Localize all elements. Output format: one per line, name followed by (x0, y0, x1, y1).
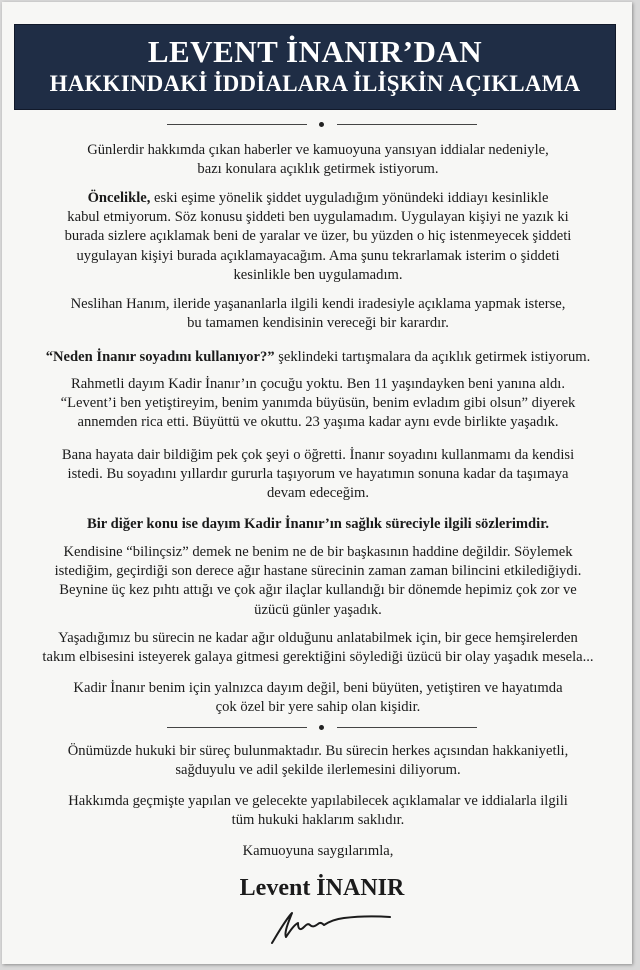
text-line: Önümüzde hukuki bir süreç bulunmaktadır. Bu sürecin herkes açısından hakkaniyetli, (67, 743, 569, 759)
lead-bold: “Neden İnanır soyadını kullanıyor?” (45, 349, 275, 365)
paragraph-uncle (20, 679, 616, 717)
closing-line: Kamuoyuna saygılarımla, (242, 843, 394, 859)
statement-page (2, 2, 632, 964)
text-line: Kadir İnanır benim için yalnızca dayım değil, beni büyüten, yetiştiren ve hayatımda (73, 680, 563, 696)
paragraph-surname-question (20, 348, 616, 367)
text-line: Rahmetli dayım Kadir İnanır’ın çocuğu yoktu. Ben 11 yaşındayken beni yanına aldı. (70, 376, 566, 392)
text-line: eski eşime yönelik şiddet uyguladığım yönündeki iddiayı kesinlikle (150, 190, 549, 206)
page-subtitle: HAKKINDAKİ İDDİALARA İLİŞKİN AÇIKLAMA (49, 71, 581, 96)
divider-dot-icon (319, 725, 324, 730)
paragraph-health (20, 543, 616, 620)
text-line: takım elbisesini isteyerek galaya gitmesi gerektiğini söylediği üzücü bir olay yaşadık mesela... (42, 649, 594, 666)
paragraph-rights (20, 792, 616, 830)
top-divider (167, 120, 477, 130)
divider-dot-icon (319, 122, 324, 127)
paragraph-gala (20, 629, 616, 667)
text-line: annemden rica etti. Büyüttü ve okuttu. 23 yaşıma kadar aynı evde birlikte yaşadık. (77, 414, 559, 431)
text-line: şeklindeki tartışmalara da açıklık getirmek istiyorum. (274, 349, 591, 365)
text-line: devam edeceğim. (266, 485, 370, 502)
text-line: burada sizlere açıklamak beni de yaralar ve üzer, bu yüzden o hiç istenmeyecek şiddeti (64, 228, 572, 245)
paragraph-legal-process (20, 742, 616, 780)
text-line: istediğim, geçirdiği son derece ağır hastane sürecinin zaman zaman bilincini etkilediğiydi. (54, 563, 582, 580)
text-line: kesinlikle ben uygulamadım. (233, 266, 403, 283)
middle-divider (167, 723, 477, 733)
paragraph-denial (20, 189, 616, 285)
paragraph-health-heading (20, 515, 616, 534)
text-line: Bana hayata dair bildiğim pek çok şeyi o öğretti. İnanır soyadını kullanmamı da kendisi (61, 447, 575, 463)
text-line: Beynine üç kez pıhtı attığı ve çok ağır ilaçlar kullandığı bir dönemde hepimiz çok zor ve (59, 582, 577, 599)
text-line: “Levent’i ben yetiştireyim, benim yanımda büyüsün, benim evladım gibi olsun” diyerek (60, 395, 576, 412)
text-line: tüm hukuki haklarım saklıdır. (231, 812, 405, 829)
text-line: Neslihan Hanım, ileride yaşananlarla ilgili kendi iradesiyle açıklama yapmak isterse, (70, 296, 566, 312)
text-line: üzücü günler yaşadık. (254, 601, 382, 618)
paragraph-childhood (20, 375, 616, 433)
text-line: bu tamamen kendisinin vereceği bir karardır. (187, 315, 449, 332)
text-line: Günlerdir hakkımda çıkan haberler ve kamuoyuna yansıyan iddialar nedeniyle, (87, 142, 549, 158)
text-line: çok özel bir yere sahip olan kişidir. (215, 699, 421, 716)
text-line: Kendisine “bilinçsiz” demek ne benim ne de bir başkasının haddine değildir. Söylemek (63, 544, 573, 560)
text-line: bazı konulara açıklık getirmek istiyorum. (197, 161, 439, 178)
handwritten-signature-icon (264, 907, 394, 947)
paragraph-intro (20, 141, 616, 179)
paragraph-neslihan (20, 295, 616, 333)
text-line: Hakkımda geçmişte yapılan ve gelecekte yapılabilecek açıklamalar ve iddialarla ilgili (68, 793, 568, 809)
paragraph-surname (20, 446, 616, 504)
text-line: Yaşadığımız bu sürecin ne kadar ağır olduğunu anlatabilmek için, bir gece hemşirelerden (58, 630, 578, 646)
text-line: Bir diğer konu ise dayım Kadir İnanır’ın sağlık süreciyle ilgili sözlerimdir. (86, 516, 550, 532)
page-title: LEVENT İNANIR’DAN (147, 34, 483, 69)
header-banner (14, 24, 616, 110)
signature-name: Levent İNANIR (239, 875, 405, 901)
text-line: istedi. Bu soyadını yıllardır gururla taşıyorum ve hayatımın sonuna kadar da taşımaya (67, 466, 569, 483)
text-line: sağduyulu ve adil şekilde ilerlemesini diliyorum. (175, 762, 461, 779)
lead-bold: Öncelikle, (87, 190, 151, 206)
text-line: kabul etmiyorum. Söz konusu şiddeti ben uygulamadım. Uygulayan kişiyi ne yazık ki (67, 209, 569, 226)
text-line: uygulayan kişiyi burada açıklamayacağım. Ama şunu tekrarlamak isterim o şiddeti (76, 247, 560, 264)
